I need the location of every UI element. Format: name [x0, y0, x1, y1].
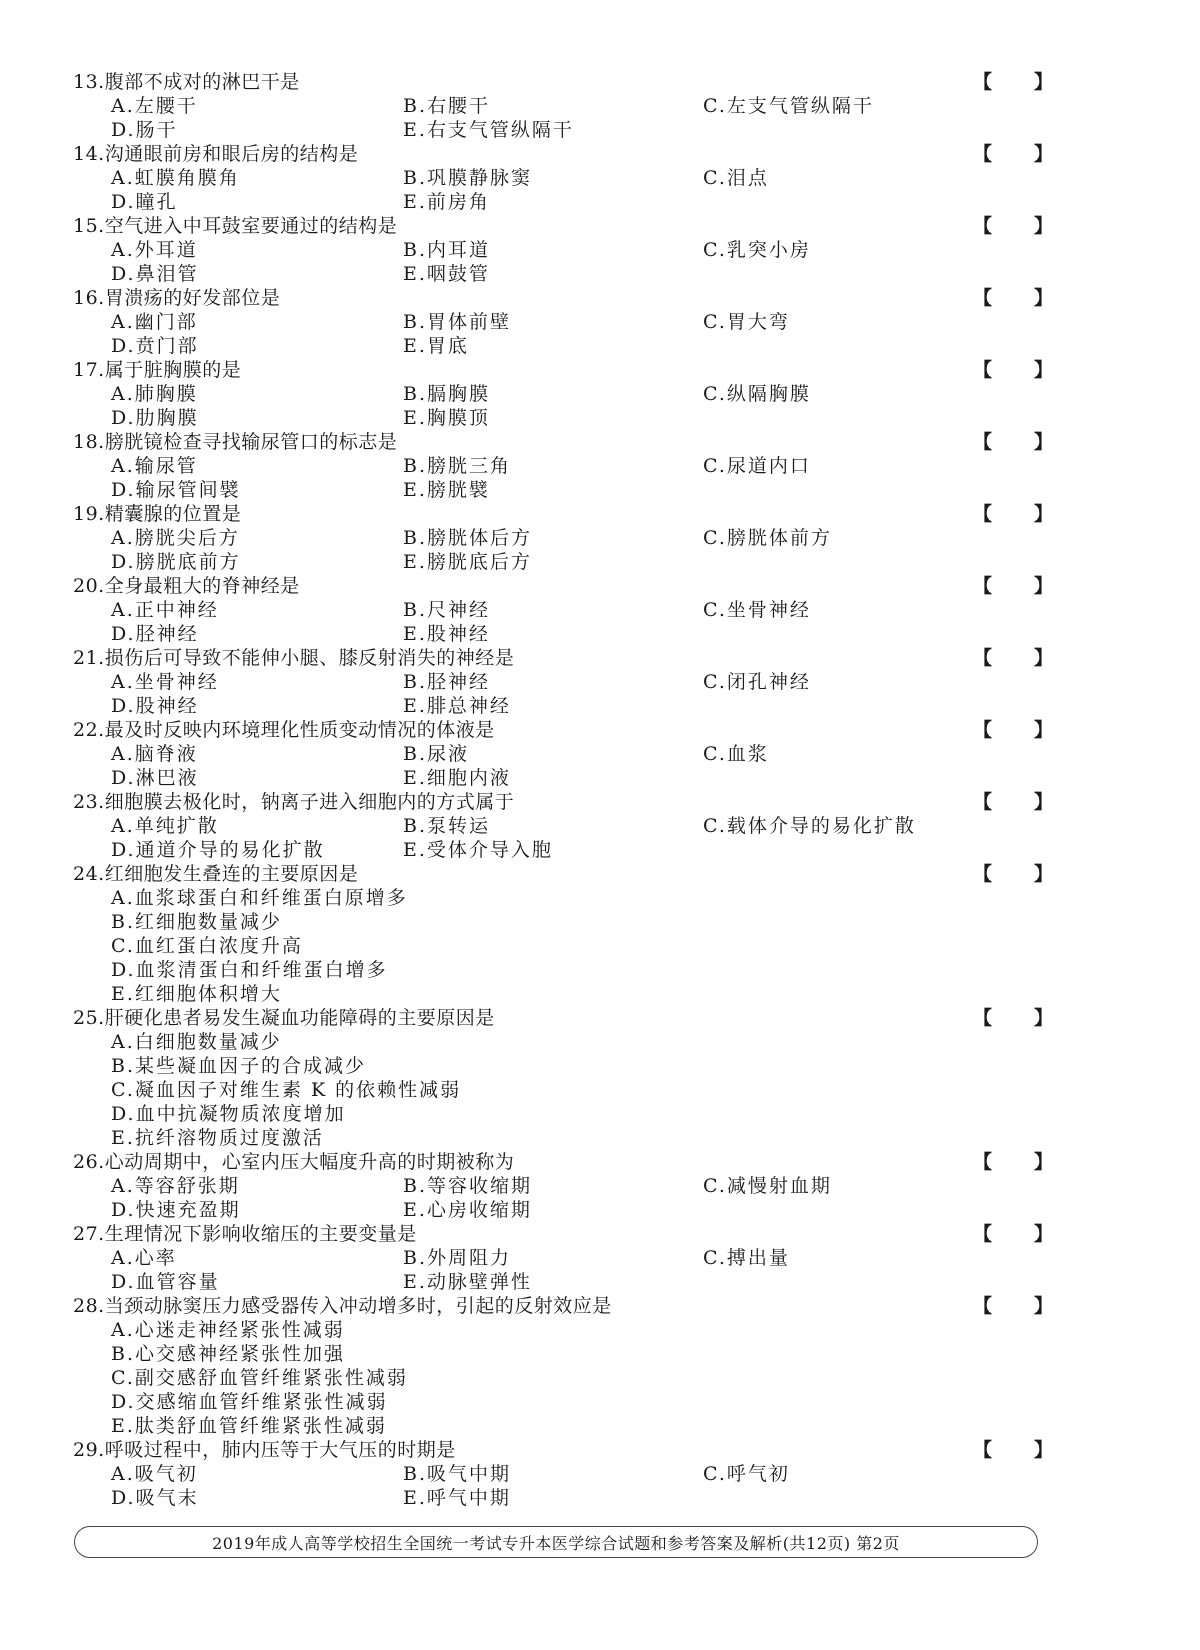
option-a: A.输尿管 — [111, 455, 198, 477]
option-row — [73, 622, 1073, 646]
option-c: C.凝血因子对维生素 K 的依赖性减弱 — [111, 1079, 462, 1101]
bracket-open: 【 — [973, 287, 993, 309]
question-28 — [73, 1294, 1073, 1438]
question-stem: 21.损伤后可导致不能伸小腿、膝反射消失的神经是 — [73, 647, 515, 669]
option-row — [73, 382, 1073, 406]
option-e: E.细胞内液 — [403, 767, 511, 789]
answer-bracket[interactable] — [973, 358, 1053, 382]
option-b: B.外周阻力 — [403, 1247, 512, 1269]
bracket-close: 】 — [1033, 503, 1053, 525]
bracket-close: 】 — [1033, 863, 1053, 885]
question-line — [73, 718, 1073, 742]
option-e: E.腓总神经 — [403, 695, 511, 717]
option-d: D.鼻泪管 — [111, 263, 199, 285]
option-e: E.膀胱襞 — [403, 479, 490, 501]
question-stem: 28.当颈动脉窦压力感受器传入冲动增多时，引起的反射效应是 — [73, 1295, 612, 1317]
question-line — [73, 70, 1073, 94]
option-row — [73, 94, 1073, 118]
option-row — [73, 766, 1073, 790]
bracket-open: 【 — [973, 791, 993, 813]
question-stem: 15.空气进入中耳鼓室要通过的结构是 — [73, 215, 398, 237]
option-b: B.内耳道 — [403, 239, 491, 261]
option-row — [73, 1462, 1073, 1486]
option-d: D.快速充盈期 — [111, 1199, 241, 1221]
question-stem: 23.细胞膜去极化时，钠离子进入细胞内的方式属于 — [73, 791, 515, 813]
question-stem: 29.呼吸过程中，肺内压等于大气压的时期是 — [73, 1439, 456, 1461]
question-stem: 13.腹部不成对的淋巴干是 — [73, 71, 300, 93]
bracket-close: 】 — [1033, 215, 1053, 237]
option-b: B.吸气中期 — [403, 1463, 512, 1485]
option-c: C.纵隔胸膜 — [703, 383, 811, 405]
question-line — [73, 574, 1073, 598]
answer-bracket[interactable] — [973, 214, 1053, 238]
question-line — [73, 502, 1073, 526]
bracket-close: 】 — [1033, 575, 1053, 597]
option-a: A.白细胞数量减少 — [111, 1031, 282, 1053]
option-c: C.呼气初 — [703, 1463, 790, 1485]
answer-bracket[interactable] — [973, 574, 1053, 598]
option-c: C.血浆 — [703, 743, 769, 765]
option-row — [73, 1486, 1073, 1510]
bracket-open: 【 — [973, 359, 993, 381]
question-20 — [73, 574, 1073, 646]
option-d: D.交感缩血管纤维紧张性减弱 — [111, 1391, 388, 1413]
answer-bracket[interactable] — [973, 430, 1053, 454]
option-a: A.单纯扩散 — [111, 815, 219, 837]
answer-bracket[interactable] — [973, 1294, 1053, 1318]
question-line — [73, 214, 1073, 238]
question-line — [73, 286, 1073, 310]
bracket-open: 【 — [973, 1151, 993, 1173]
question-line — [73, 1222, 1073, 1246]
option-c: C.副交感舒血管纤维紧张性减弱 — [111, 1367, 408, 1389]
question-line — [73, 790, 1073, 814]
question-21 — [73, 646, 1073, 718]
bracket-close: 】 — [1033, 791, 1053, 813]
question-line — [73, 1150, 1073, 1174]
option-a: A.坐骨神经 — [111, 671, 219, 693]
option-c: C.闭孔神经 — [703, 671, 811, 693]
answer-bracket[interactable] — [973, 1438, 1053, 1462]
option-row — [73, 526, 1073, 550]
bracket-close: 】 — [1033, 1295, 1053, 1317]
bracket-open: 【 — [973, 719, 993, 741]
question-29 — [73, 1438, 1073, 1510]
option-d: D.瞳孔 — [111, 191, 178, 213]
option-a: A.左腰干 — [111, 95, 198, 117]
bracket-close: 】 — [1033, 719, 1053, 741]
bracket-open: 【 — [973, 647, 993, 669]
option-d: D.血管容量 — [111, 1271, 220, 1293]
option-row — [73, 238, 1073, 262]
option-d: D.血中抗凝物质浓度增加 — [111, 1103, 346, 1125]
answer-bracket[interactable] — [973, 646, 1053, 670]
option-c: C.尿道内口 — [703, 455, 811, 477]
question-stem: 16.胃溃疡的好发部位是 — [73, 287, 281, 309]
question-24 — [73, 862, 1073, 1006]
option-e: E.咽鼓管 — [403, 263, 490, 285]
option-row — [73, 742, 1073, 766]
option-e: E.呼气中期 — [403, 1487, 511, 1509]
question-line — [73, 862, 1073, 886]
bracket-open: 【 — [973, 503, 993, 525]
option-b: B.膀胱三角 — [403, 455, 512, 477]
option-e: E.前房角 — [403, 191, 490, 213]
question-14 — [73, 142, 1073, 214]
option-a: A.幽门部 — [111, 311, 198, 333]
answer-bracket[interactable] — [973, 718, 1053, 742]
option-a: A.肺胸膜 — [111, 383, 198, 405]
bracket-close: 】 — [1033, 647, 1053, 669]
question-line — [73, 1294, 1073, 1318]
option-b: B.胃体前壁 — [403, 311, 512, 333]
option-row — [73, 1198, 1073, 1222]
option-d: D.肠干 — [111, 119, 178, 141]
question-17 — [73, 358, 1073, 430]
option-d: D.血浆清蛋白和纤维蛋白增多 — [111, 959, 388, 981]
option-row — [73, 454, 1073, 478]
question-stem: 26.心动周期中，心室内压大幅度升高的时期被称为 — [73, 1151, 515, 1173]
option-c: C.泪点 — [703, 167, 769, 189]
option-b: B.心交感神经紧张性加强 — [111, 1343, 346, 1365]
option-a: A.脑脊液 — [111, 743, 198, 765]
option-row — [73, 838, 1073, 862]
option-a: A.心迷走神经紧张性减弱 — [111, 1319, 345, 1341]
question-stem: 25.肝硬化患者易发生凝血功能障碍的主要原因是 — [73, 1007, 495, 1029]
question-stem: 19.精囊腺的位置是 — [73, 503, 242, 525]
option-b: B.胫神经 — [403, 671, 491, 693]
answer-bracket[interactable] — [973, 1150, 1053, 1174]
answer-bracket[interactable] — [973, 790, 1053, 814]
option-e: E.肽类舒血管纤维紧张性减弱 — [111, 1415, 387, 1437]
option-e: E.心房收缩期 — [403, 1199, 532, 1221]
option-row — [73, 1246, 1073, 1270]
option-b: B.等容收缩期 — [403, 1175, 533, 1197]
option-row — [73, 166, 1073, 190]
option-row — [73, 334, 1073, 358]
option-row — [73, 694, 1073, 718]
question-19 — [73, 502, 1073, 574]
bracket-open: 【 — [973, 71, 993, 93]
bracket-close: 】 — [1033, 287, 1053, 309]
question-22 — [73, 718, 1073, 790]
option-d: D.输尿管间襞 — [111, 479, 241, 501]
bracket-open: 【 — [973, 575, 993, 597]
option-a: A.虹膜角膜角 — [111, 167, 240, 189]
answer-bracket[interactable] — [973, 502, 1053, 526]
option-a: A.外耳道 — [111, 239, 198, 261]
bracket-open: 【 — [973, 863, 993, 885]
option-row — [73, 310, 1073, 334]
option-row — [73, 406, 1073, 430]
option-b: B.膀胱体后方 — [403, 527, 533, 549]
option-row — [73, 262, 1073, 286]
bracket-close: 】 — [1033, 1439, 1053, 1461]
option-c: C.搏出量 — [703, 1247, 790, 1269]
question-line — [73, 1438, 1073, 1462]
bracket-open: 【 — [973, 1295, 993, 1317]
option-row — [73, 1174, 1073, 1198]
option-b: B.右腰干 — [403, 95, 491, 117]
option-b: B.膈胸膜 — [403, 383, 491, 405]
question-stem: 14.沟通眼前房和眼后房的结构是 — [73, 143, 359, 165]
option-c: C.载体介导的易化扩散 — [703, 815, 916, 837]
option-row — [73, 478, 1073, 502]
option-b: B.尿液 — [403, 743, 470, 765]
question-26 — [73, 1150, 1073, 1222]
option-row — [73, 118, 1073, 142]
question-18 — [73, 430, 1073, 502]
question-line — [73, 646, 1073, 670]
question-25 — [73, 1006, 1073, 1150]
option-e: E.股神经 — [403, 623, 490, 645]
bracket-close: 】 — [1033, 1223, 1053, 1245]
option-d: D.淋巴液 — [111, 767, 199, 789]
option-d: D.胫神经 — [111, 623, 199, 645]
option-a: A.心率 — [111, 1247, 177, 1269]
answer-bracket[interactable] — [973, 70, 1053, 94]
bracket-open: 【 — [973, 215, 993, 237]
answer-bracket[interactable] — [973, 286, 1053, 310]
option-b: B.泵转运 — [403, 815, 491, 837]
answer-bracket[interactable] — [973, 142, 1053, 166]
option-b: B.巩膜静脉窦 — [403, 167, 533, 189]
option-e: E.胃底 — [403, 335, 469, 357]
question-23 — [73, 790, 1073, 862]
option-row — [73, 190, 1073, 214]
bracket-open: 【 — [973, 431, 993, 453]
bracket-open: 【 — [973, 143, 993, 165]
answer-bracket[interactable] — [973, 1222, 1053, 1246]
question-line — [73, 430, 1073, 454]
option-e: E.抗纤溶物质过度激活 — [111, 1127, 324, 1149]
question-list — [73, 70, 1073, 1510]
option-e: E.右支气管纵隔干 — [403, 119, 574, 141]
option-c: C.左支气管纵隔干 — [703, 95, 874, 117]
bracket-close: 】 — [1033, 71, 1053, 93]
option-c: C.乳突小房 — [703, 239, 811, 261]
option-row — [73, 1270, 1073, 1294]
option-d: D.肋胸膜 — [111, 407, 199, 429]
option-e: E.受体介导入胞 — [403, 839, 553, 861]
question-15 — [73, 214, 1073, 286]
option-b: B.某些凝血因子的合成减少 — [111, 1055, 367, 1077]
question-stem: 24.红细胞发生叠连的主要原因是 — [73, 863, 359, 885]
option-d: D.贲门部 — [111, 335, 199, 357]
option-b: B.尺神经 — [403, 599, 491, 621]
question-line — [73, 142, 1073, 166]
option-e: E.胸膜顶 — [403, 407, 490, 429]
question-line — [73, 358, 1073, 382]
bracket-close: 】 — [1033, 1007, 1053, 1029]
option-c: C.坐骨神经 — [703, 599, 811, 621]
bracket-open: 【 — [973, 1223, 993, 1245]
option-row — [73, 598, 1073, 622]
question-stem: 18.膀胱镜检查寻找输尿管口的标志是 — [73, 431, 398, 453]
bracket-close: 】 — [1033, 143, 1053, 165]
option-c: C.膀胱体前方 — [703, 527, 832, 549]
question-27 — [73, 1222, 1073, 1294]
question-13 — [73, 70, 1073, 142]
option-a: A.等容舒张期 — [111, 1175, 240, 1197]
option-row — [73, 814, 1073, 838]
option-a: A.吸气初 — [111, 1463, 198, 1485]
answer-bracket[interactable] — [973, 862, 1053, 886]
option-e: E.红细胞体积增大 — [111, 983, 282, 1005]
question-16 — [73, 286, 1073, 358]
option-d: D.吸气末 — [111, 1487, 199, 1509]
option-e: E.膀胱底后方 — [403, 551, 532, 573]
answer-bracket[interactable] — [973, 1006, 1053, 1030]
bracket-close: 】 — [1033, 431, 1053, 453]
question-stem: 22.最及时反映内环境理化性质变动情况的体液是 — [73, 719, 495, 741]
option-row — [73, 670, 1073, 694]
option-c: C.减慢射血期 — [703, 1175, 832, 1197]
question-line — [73, 1006, 1073, 1030]
page-footer: 2019年成人高等学校招生全国统一考试专升本医学综合试题和参考答案及解析(共12页) 第2页 — [74, 1526, 1038, 1558]
option-a: A.正中神经 — [111, 599, 219, 621]
option-a: A.血浆球蛋白和纤维蛋白原增多 — [111, 887, 408, 909]
option-d: D.股神经 — [111, 695, 199, 717]
bracket-open: 【 — [973, 1007, 993, 1029]
option-e: E.动脉壁弹性 — [403, 1271, 532, 1293]
question-stem: 20.全身最粗大的脊神经是 — [73, 575, 300, 597]
bracket-close: 】 — [1033, 359, 1053, 381]
option-d: D.膀胱底前方 — [111, 551, 241, 573]
bracket-open: 【 — [973, 1439, 993, 1461]
option-d: D.通道介导的易化扩散 — [111, 839, 325, 861]
option-a: A.膀胱尖后方 — [111, 527, 240, 549]
option-c: C.血红蛋白浓度升高 — [111, 935, 303, 957]
option-c: C.胃大弯 — [703, 311, 790, 333]
question-stem: 17.属于脏胸膜的是 — [73, 359, 242, 381]
option-b: B.红细胞数量减少 — [111, 911, 283, 933]
option-row — [73, 550, 1073, 574]
question-stem: 27.生理情况下影响收缩压的主要变量是 — [73, 1223, 417, 1245]
bracket-close: 】 — [1033, 1151, 1053, 1173]
